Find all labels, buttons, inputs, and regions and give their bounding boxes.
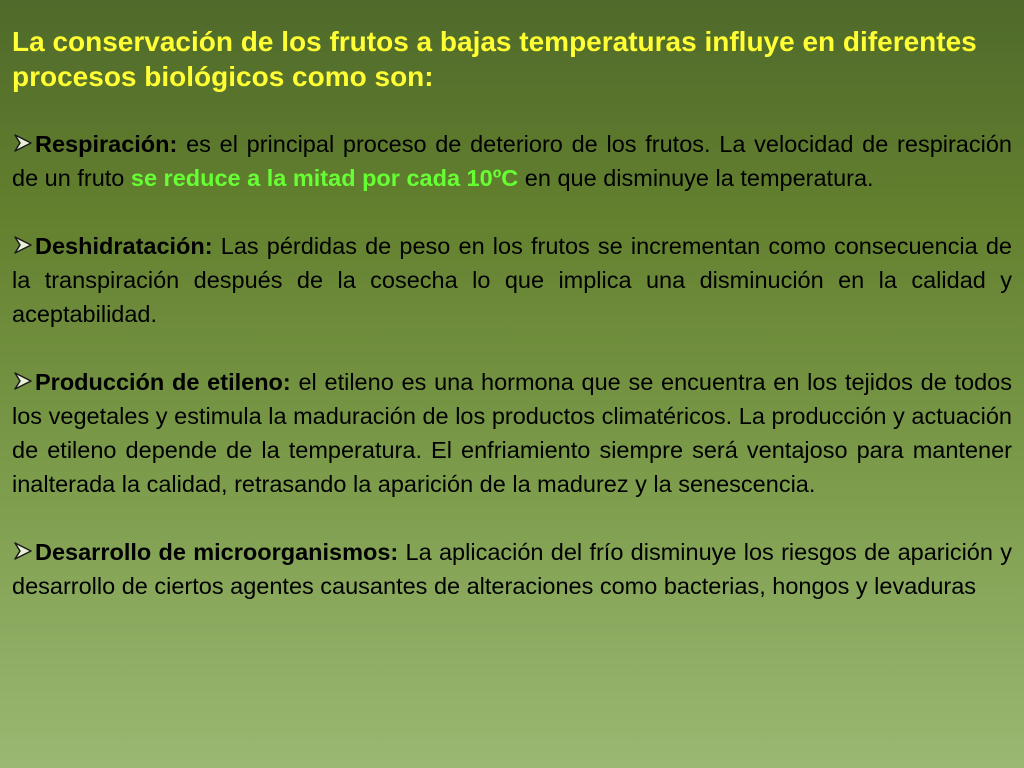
bullet-text: el etileno es una hormona que se encuentra en los tejidos de todos los vegetales y estimula la maduración de los productos climatéricos. La producción y actuación de etileno depende de la temperatura. El enfriamiento siempre será ventajoso para mantener inalterada la calidad, retrasando la aparición de la madurez y la senescencia. [12, 369, 1012, 497]
bullet-text: en que disminuye la temperatura. [518, 165, 874, 191]
arrow-bullet-icon [12, 540, 34, 562]
bullet-text: Las pérdidas de peso en los frutos se incrementan como consecuencia de la transpiración después de la cosecha lo que implica una disminución en la calidad y aceptabilidad. [12, 233, 1012, 327]
arrow-bullet-icon [12, 370, 34, 392]
bullet-microorganismos [12, 535, 1012, 603]
bullet-text: La aplicación del frío disminuye los riesgos de aparición y desarrollo de ciertos agentes causantes de alteraciones como bacterias, hongos y levaduras [12, 539, 1012, 599]
bullet-etileno [12, 365, 1012, 501]
arrow-bullet-icon [12, 234, 34, 256]
bullet-text: es el principal proceso de deterioro de los frutos. La velocidad de respiración de un fruto [12, 131, 1012, 191]
bullet-respiracion [12, 127, 1012, 195]
arrow-bullet-icon [12, 132, 34, 154]
bullet-term: Producción de etileno: [35, 369, 291, 395]
highlighted-text: se reduce a la mitad por cada 10ºC [130, 165, 519, 191]
bullet-term: Deshidratación: [35, 233, 213, 259]
slide-title: La conservación de los frutos a bajas temperaturas influye en diferentes procesos biológicos como son: [12, 26, 977, 92]
bullet-deshidratacion [12, 229, 1012, 331]
bullet-term: Desarrollo de microorganismos: [35, 539, 399, 565]
bullet-term: Respiración: [35, 131, 178, 157]
